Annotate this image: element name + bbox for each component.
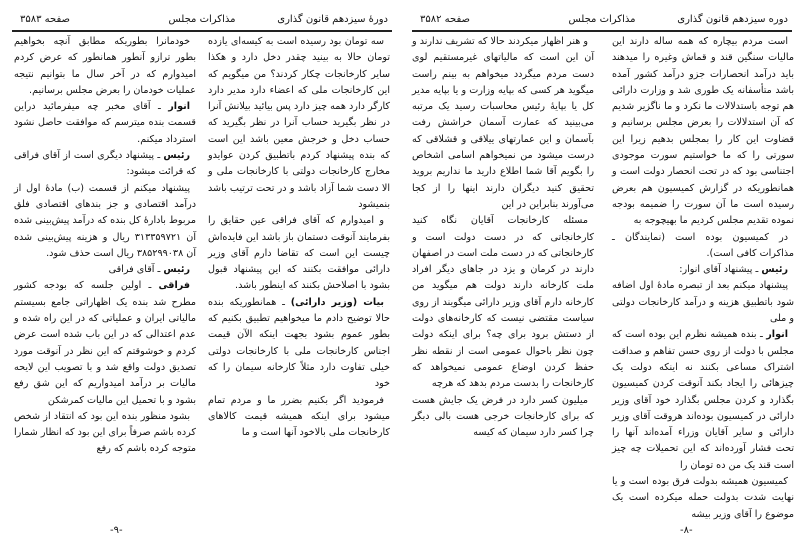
paragraph-text: خودمانرا بطوریکه مطابق آنچه بخواهیم بطور ترازو آنطور همانطور که عرض کردم امیدوارم که در آخر سال ما بتوانیم نتیجه عملیات خودمان را بعرض مجلس برسانیم. [14,36,196,96]
page-footer-number: -۸- [680,525,693,536]
paragraph-text: و هنر اظهار میکردند حالا که تشریف ندارند و آن این است که مالیاتهای غیرمستقیم لوی دست مردم میگردد میخواهم به بینم راست میگوید هر کسی که بپایه وزارت و یا بپایه مدیر کل یا بپایهٔ رئیس محاسبات رسید یک مرتبه می‌بینید که عمارت آسمان خراشش رفت بآسمان و این عمارتهای ییلاقی و قشلاقی که درست میشود من نمیخواهم اسامی اشخاص را بگویم آقا شما اطلاع دارید ما نداریم بروید تحقیق کنید دیگران دارند اینها را از کجا می‌آورند بنابراین در این [412,36,594,210]
paragraph-text: میلیون کسر دارد در فرض یک جایش هست که برای کارخانجات خرجی هست بالی دیگر چرا کسر دارد سیمان که کیسه [412,394,594,439]
paragraph: انوار ـ آقای مخبر چه میفرمائید دراین قسمت بنده میترسم که موافقت حاصل نشود استرداد میکنم. [14,101,196,145]
paragraph: انوار ـ بنده همیشه نظرم این بوده است که مجلس با دولت از روی حسن تفاهم و صداقت اشتراک مساعی بکنند نه اینکه دولت یک چیزهائی را ایجاد بکند آنوقت کردن کمیسیون بگذارد و کردن مجلس بگذارد خود آقای وزیر دارائی در کمیسیون بوده‌اند هروقت آقای وزیر دارائی و سایر آقایان وزراء آمده‌اند آنها را تحت فشار آورده‌اند که این تحمیلات چه چیز است قند یک من ده تومان را [612,329,794,471]
speaker-name: انوار [766,329,788,341]
paragraph [612,278,794,327]
text-column [612,34,794,520]
speaker-name: رئیس [163,150,190,162]
paragraph [412,34,594,213]
header-page-number: صفحه ۳۵۸۲ [420,14,471,25]
speaker-name: انوار [168,101,190,113]
paragraph-text: همانطوریکه بنده حالا توضیح دادم ما میخواهیم تطبیق بکنیم که بطور عموم بشود بجهت اینکه الآن قیمت اجناس کارخانجات ملی با کارخانجات دولتی خیلی تفاوت دارد مثلاً کارخانه سیمان را که خود [208,296,390,390]
paragraph [14,181,196,262]
paragraph [208,393,390,442]
page-header [12,12,392,32]
paragraph-text: بشود منظور بنده این بود که انتقاد از شخص کرده باشم صرفاً برای این بود که انظار شمارا متوجه کرده باشم که رفع [14,410,196,455]
paragraph-text: فرمودید اگر بکنیم بضرر ما و مردم تمام میشود برای اینکه همیشه قیمت کالاهای کارخانجات ملی بالاخود آنها است و ما [208,394,390,439]
paragraph-text: پیشنهاد میکنم از قسمت (ب) مادهٔ اول از درآمد اقتصادی و جز بندهای اقتصادی فلق مربوط بادارهٔ کل بنده که درآمد پیش‌بینی شده آن ۳۱۳۳۵۹۷۲۱ ریال و هزینه پیش‌بینی شده آن ۳۸۵۲۹۹۰۳۸ ریال است حذف شود. [14,182,196,259]
paragraph-text: در کمیسیون بوده است (نمایندگان ـ مذاکرات کافی است). [612,231,794,259]
paragraph [412,213,594,392]
header-series: دورهٔ سیزدهم قانون گذاری [277,14,388,25]
paragraph-text: پیشنهاد میکنم بعد از تبصره مادهٔ اول اضافه شود باتطبیق هزینه و درآمد کارخانجات دولتی و ملی [612,280,794,325]
paragraph [208,34,390,213]
text-column [412,34,594,512]
paragraph-text: و امیدوارم که آقای فراقی عین حقایق را بفرمایند آنوقت دستمان باز باشد این فایده‌اش چیست این است که تقاضا دارم آقای وزیر دارائی موافقت بکنند که این پیشنهاد قبول بشود با اصلاحش بکنند که اینطور باشد. [208,215,390,292]
paragraph: رئیس ـ پیشنهاد آقای انوار: [679,264,788,276]
paragraph-text: اولین جلسه که بودجه کشور مطرح شد بنده یک اظهاراتی جامع بسیستم مالیاتی ایران و عملیاتی که در این راه شده و عدم اعتدالی که در این باب شده است عرض کردم و خوشوقتم که این نظر در آنوقت مورد تصدیق دولت واقع شد و با تصویب این لایحه مالیات بر درآمد امیدواریم که این شق رفع بشود و با تحمیل این مالیات کمرشکن [14,280,196,406]
header-series: دوره سیزدهم قانون گذاری [677,14,788,25]
paragraph-text: پیشنهاد آقای انوار: [679,264,753,276]
paragraph-text: آقای فراقی [108,264,155,276]
page-footer-number: -۹- [110,525,123,536]
text-column [14,34,196,512]
speaker-name: رئیس [163,264,190,276]
page-right [400,0,800,552]
speaker-name: فراقی [158,280,190,292]
speaker-name: بیات (وزیر دارائی) [290,296,384,308]
paragraph: بیات (وزیر دارائی) ـ همانطوریکه بنده حالا توضیح دادم ما میخواهیم تطبیق بکنیم که بطور عموم بشود بجهت اینکه الآن قیمت اجناس کارخانجات ملی با کارخانجات دولتی خیلی تفاوت دارد مثلاً کارخانه سیمان را که خود [208,296,390,390]
page-header [412,12,792,32]
paragraph-text: کمیسیون همیشه بدولت فرق بوده است و یا نهایت شدت بدولت حمله میکرده است یک موضوع را آقای وزیر بیشه [612,476,794,520]
header-page-number: صفحه ۳۵۸۳ [20,14,71,25]
paragraph: رئیس ـ پیشنهاد دیگری است از آقای فراقی که قرائت میشود: [14,150,196,178]
paragraph-text: آقای مخبر چه میفرمائید دراین قسمت بنده میترسم که موافقت حاصل نشود استرداد میکنم. [14,101,196,145]
paragraph-text: مسئله کارخانجات آقایان نگاه کنید کارخانجاتی که در دست دولت است و کارخانجاتی که در دست ملت است در اصفهان دارند در کرمان و یزد در جاهای دیگر افراد ملت کارخانه دارند دولت هم میگوید من کارخانه دارم آقای وزیر دارائی میگویند از روی سیاست مقتضی نیست که کارخانه‌های دولت از دستش برود برای چه؟ برای اینکه دولت چون نظر باحوال عمومی است از نقطه نظر حفظ کردن اوضاع عمومی نمیخواهد که کارخانجات را بدست مردم بدهد که هرچه [412,215,594,390]
header-title: مذاکرات مجلس [168,14,236,25]
paragraph [14,34,196,99]
paragraph: فراقی ـ اولین جلسه که بودجه کشور مطرح شد بنده یک اظهاراتی جامع بسیستم مالیاتی ایران و عملیاتی که در این راه شده و عدم اعتدالی که در این باب شده است عرض کردم و خوشوقتم که این نظر در آنوقت مورد تصدیق دولت واقع شد و با تصویب این لایحه مالیات بر درآمد امیدواریم که این شق رفع بشود و با تحمیل این مالیات کمرشکن [14,280,196,406]
paragraph-text: است مردم بیچاره که همه ساله دارند این مالیات سنگین قند و قماش وغیره را میدهند باید درآمد انحصارات جزو درآمد کشور آمده باشد متأسفانه یک طوری شد و وزارت دارائی هم توجه باستدلالات ما نکرد و ما ناگزیر شدیم که آن استدلالات را بعرض مجلس برسانیم و قضاوت این کار را بمجلس بدهیم زیرا این سورتی را که ما خواستیم سورت موجودی اجتناسی بود که در تحت انحصار دولت است و همانطوریکه در گزارش کمیسیون هم بعرض رسیده است ما آن سورت را ضمیمه بودجه نموده تقدیم مجلس کردیم ما بهیچوجه به [612,36,794,227]
paragraph [612,230,794,263]
paragraph: رئیس ـ آقای فراقی [108,264,190,276]
text-column [208,34,390,512]
paragraph [14,409,196,458]
paragraph [412,393,594,442]
header-title: مذاکرات مجلس [568,14,636,25]
paragraph-text: سه تومان بود رسیده است به کیسه‌ای یازده تومان حالا به بینید چقدر دخل دارد و هکذا سایر کارخانجات چکار کردند؟ من میگویم که این کارخانجات ملی که اعضاء دارد مدیر دارد کارگر دارد همه چیز دارد پس بیائید بیلانش آنرا در نظر بگیرید حساب آنرا در نظر بگیرید که حساب دخل و خرجش معین باشد این است که بنده پیشنهاد کردم باتطبیق کردن عوایدو مخارج کارخانجات دولتی با کارخانجات ملی و الا دست شما آزاد باشد و در تحت ترتیب باشد بنمیشود [208,36,390,210]
paragraph [612,474,794,523]
paragraph-text: بنده همیشه نظرم این بوده است که مجلس با دولت از روی حسن تفاهم و صداقت اشتراک مساعی بکنند نه اینکه دولت یک چیزهائی را ایجاد بکند آنوقت کردن کمیسیون بگذارد و کردن مجلس بگذارد خود آقای وزیر دارائی در کمیسیون بوده‌اند هروقت آقای وزیر دارائی و سایر آقایان وزراء آمده‌اند آنها را تحت فشار آورده‌اند که این تحمیلات چه چیز است قند یک من ده تومان را [612,329,794,471]
paragraph-text: پیشنهاد دیگری است از آقای فراقی که قرائت میشود: [14,150,196,178]
speaker-name: رئیس [761,264,788,276]
paragraph [612,34,794,230]
paragraph [208,213,390,294]
